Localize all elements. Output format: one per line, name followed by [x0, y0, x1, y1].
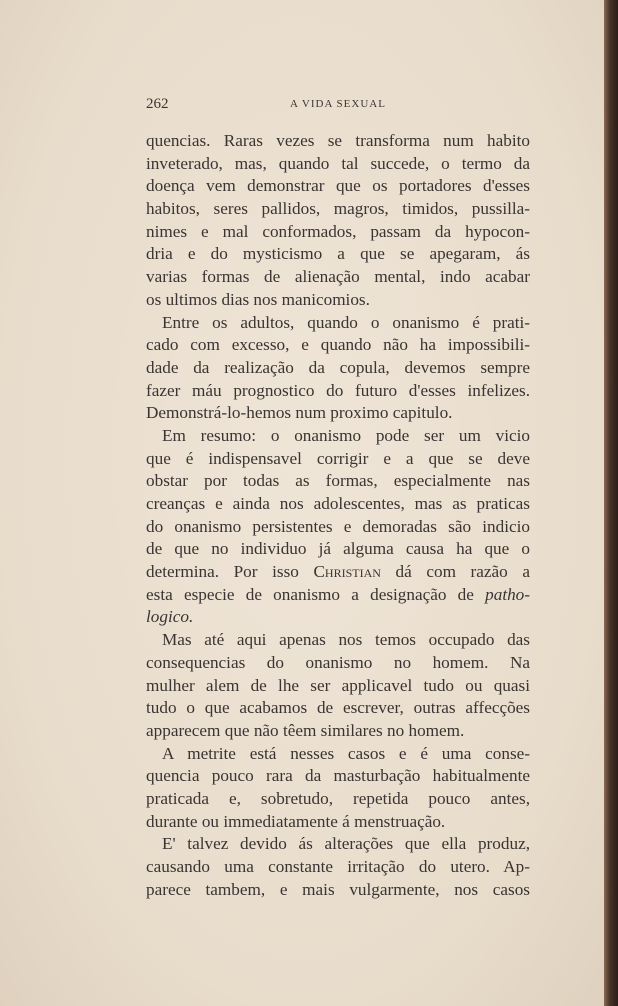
text-line: varias formas de alienação mental, indo acabar: [146, 267, 530, 287]
running-head: A VIDA SEXUAL: [290, 98, 386, 110]
text-fragment: determina. Por isso: [146, 562, 314, 582]
text-line: dade da realização da copula, devemos sempre: [146, 357, 530, 377]
text-line: obstar por todas as formas, especialmente nas: [146, 471, 530, 491]
text-line: quencia pouco rara da masturbação habitualmente: [146, 766, 530, 786]
text-line: nimes e mal conformados, passam da hypocon-: [146, 221, 530, 241]
text-line: habitos, seres pallidos, magros, timidos, pussilla-: [146, 199, 530, 219]
page-number: 262: [146, 96, 169, 112]
page-edge: [604, 0, 618, 1006]
text-line: parece tambem, e mais vulgarmente, nos casos: [146, 879, 530, 899]
text-line: durante ou immediatamente á menstruação.: [146, 811, 446, 831]
text-line: Em resumo: o onanismo pode ser um vicio: [162, 425, 530, 445]
text-line: inveterado, mas, quando tal succede, o termo da: [146, 153, 530, 173]
text-fragment: dá com razão a: [380, 562, 530, 582]
text-line: do onanismo persistentes e demoradas são indicio: [146, 516, 530, 536]
text-fragment: esta especie de onanismo a designação de: [146, 584, 486, 604]
text-line: de que no individuo já alguma causa ha que o: [146, 539, 530, 559]
text-line: praticada e, sobretudo, repetida pouco antes,: [146, 788, 530, 808]
text-line: cado com excesso, e quando não ha impossibili-: [146, 335, 530, 355]
text-line: mulher alem de lhe ser applicavel tudo ou quasi: [146, 675, 530, 695]
text-line: os ultimos dias nos manicomios.: [146, 289, 370, 309]
text-line: logico.: [146, 607, 194, 627]
text-line: creanças e ainda nos adolescentes, mas as praticas: [146, 494, 530, 513]
text-line: apparecem que não têem similares no homem.: [146, 720, 465, 740]
text-line: [146, 561, 530, 584]
body-text: [146, 130, 530, 901]
page-header: [146, 96, 530, 118]
text-line: causando uma constante irritação do utero. Ap-: [146, 857, 530, 876]
text-line: que é indispensavel corrigir e a que se deve: [146, 448, 530, 468]
text-line: consequencias do onanismo no homem. Na: [146, 652, 530, 672]
text-line: Demonstrá-lo-hemos num proximo capitulo.: [146, 403, 453, 423]
text-line: quencias. Raras vezes se transforma num habito: [146, 131, 530, 150]
text-line: Entre os adultos, quando o onanismo é prati-: [162, 312, 530, 332]
text-line: dria e do mysticismo a que se apegaram, ás: [146, 244, 530, 264]
text-line: E' talvez devido ás alterações que ella produz,: [162, 834, 530, 854]
text-line: A metrite está nesses casos e é uma conse-: [162, 743, 530, 763]
text-line: Mas até aqui apenas nos temos occupado das: [162, 630, 530, 650]
text-line: tudo o que acabamos de escrever, outras affecções: [146, 698, 530, 718]
author-name: Christian: [313, 562, 381, 582]
text-line: doença vem demonstrar que os portadores d'esses: [146, 176, 530, 196]
italic-term: patho-: [485, 584, 530, 604]
text-line: [146, 584, 530, 607]
text-line: fazer máu prognostico do futuro d'esses infelizes.: [146, 380, 530, 400]
